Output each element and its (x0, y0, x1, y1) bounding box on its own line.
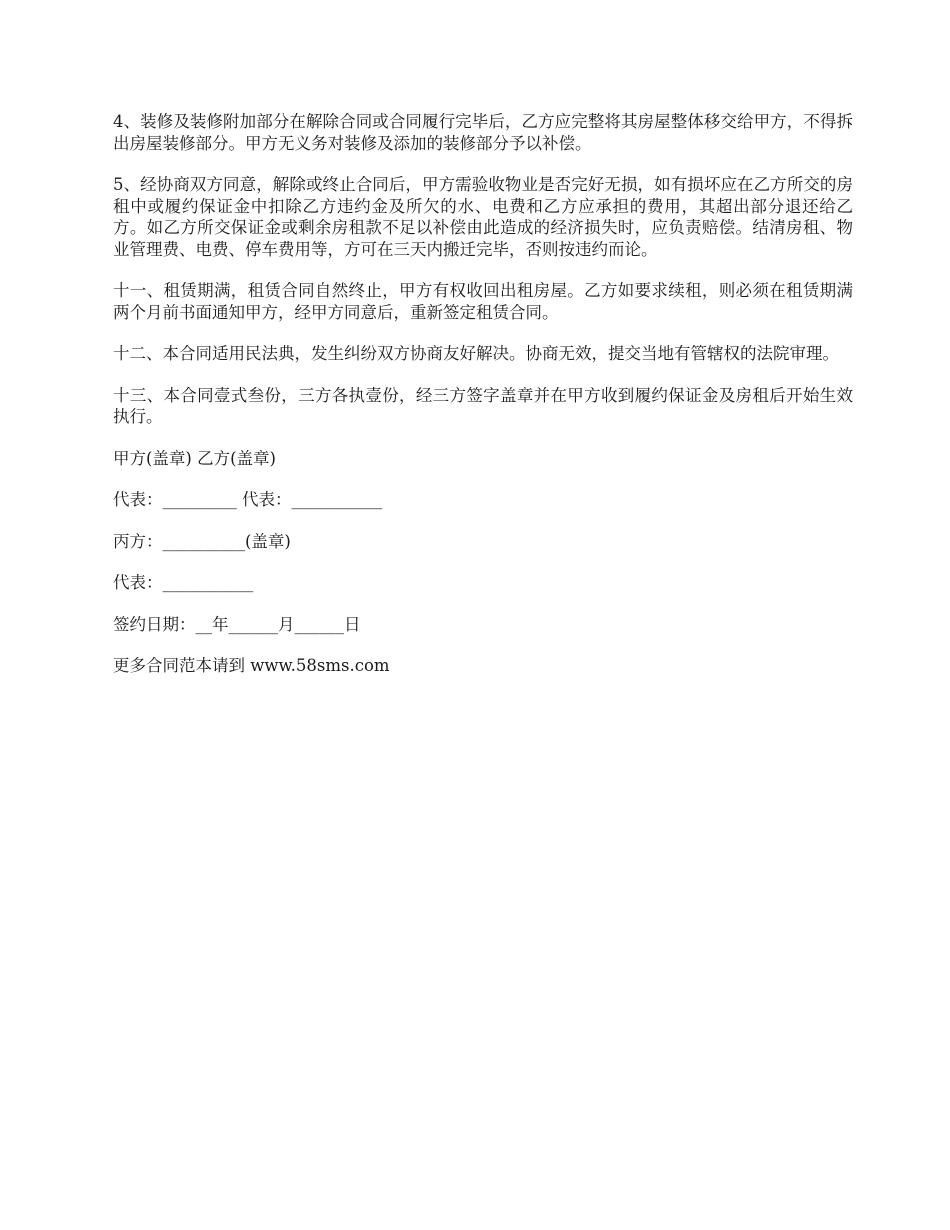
more-templates-footer: 更多合同范本请到 www.58sms.com (113, 656, 390, 675)
signing-date-line: 签约日期：__年______月______日 (113, 614, 361, 634)
party-c-seal-line: 丙方：__________(盖章) (113, 531, 291, 551)
representatives-line: 代表：_________ 代表：___________ (113, 490, 383, 509)
party-c-representative-line: 代表：___________ (113, 573, 254, 592)
clause-13: 十三、本合同壹式叁份，三方各执壹份，经三方签字盖章并在甲方收到履约保证金及房租后开始生效执行。 (113, 385, 853, 426)
document-page (113, 111, 853, 697)
clause-5: 5、经协商双方同意，解除或终止合同后，甲方需验收物业是否完好无损，如有损坏应在乙方所交的房租中或履约保证金中扣除乙方违约金及所欠的水、电费和乙方应承担的费用，其超出部分退还给乙方。如乙方所交保证金或剩余房租款不足以补偿由此造成的经济损失时，应负责赔偿。结清房租、物业管理费、电费、停车费用等，方可在三天内搬迁完毕，否则按违约而论。 (113, 175, 853, 259)
party-a-b-seal-line: 甲方(盖章) 乙方(盖章) (113, 448, 276, 468)
clause-4: 4、装修及装修附加部分在解除合同或合同履行完毕后，乙方应完整将其房屋整体移交给甲方，不得拆出房屋装修部分。甲方无义务对装修及添加的装修部分予以补偿。 (113, 112, 853, 153)
clause-11: 十一、租赁期满，租赁合同自然终止，甲方有权收回出租房屋。乙方如要求续租，则必须在租赁期满两个月前书面通知甲方，经甲方同意后，重新签定租赁合同。 (113, 281, 853, 322)
clause-12: 十二、本合同适用民法典，发生纠纷双方协商友好解决。协商无效，提交当地有管辖权的法院审理。 (113, 344, 839, 363)
